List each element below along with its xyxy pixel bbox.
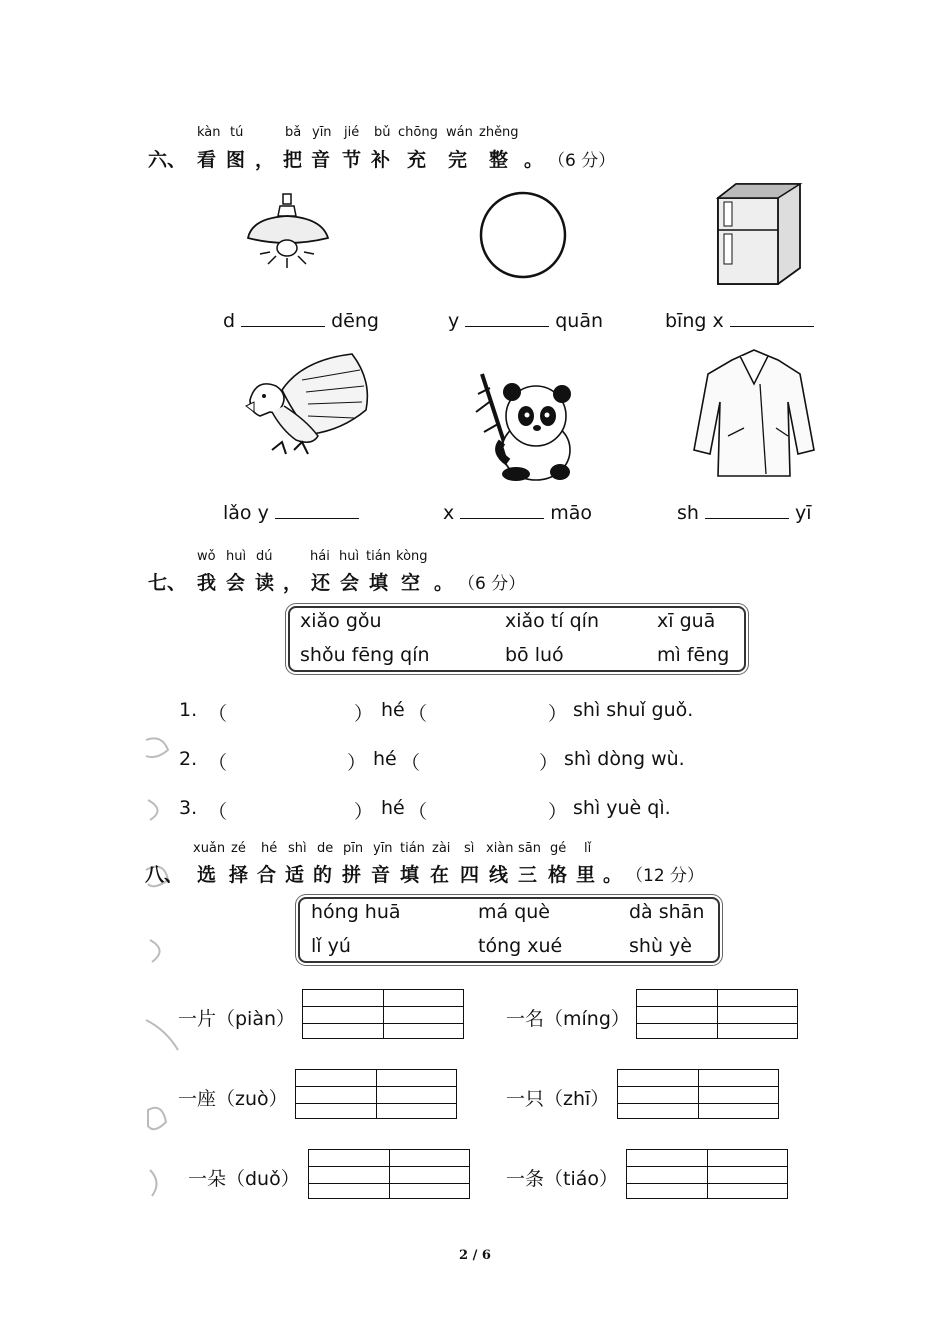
title-char: 里 bbox=[576, 864, 596, 886]
pinyin: lǐ bbox=[584, 841, 592, 856]
word-bank-item: lǐ yú bbox=[311, 935, 351, 957]
answer-blank[interactable] bbox=[432, 797, 544, 819]
pinyin: wǒ bbox=[197, 549, 216, 564]
four-line-grid[interactable] bbox=[636, 989, 798, 1039]
connector: hé bbox=[381, 797, 405, 819]
section-number: 七、 bbox=[148, 572, 187, 594]
close-paren: ） bbox=[347, 752, 367, 774]
pinyin: zài bbox=[432, 841, 451, 856]
question-end: shì yuè qì. bbox=[573, 797, 671, 819]
open-paren: （ bbox=[208, 703, 228, 725]
pinyin-suffix: māo bbox=[550, 502, 593, 524]
pinyin-prefix: bīng x bbox=[665, 310, 724, 332]
pinyin: gé bbox=[550, 841, 567, 856]
close-paren: ） bbox=[548, 703, 568, 725]
answer-blank[interactable] bbox=[730, 308, 814, 327]
pinyin: tián bbox=[366, 549, 391, 564]
word-bank-item: xī guā bbox=[657, 610, 716, 632]
pinyin: xuǎn bbox=[193, 841, 226, 856]
title-char: 图 bbox=[226, 149, 246, 171]
score: （6 分） bbox=[458, 574, 526, 594]
word-bank-item: má què bbox=[478, 901, 550, 923]
pinyin: yīn bbox=[312, 125, 332, 140]
eagle-icon bbox=[242, 350, 377, 470]
question-end: shì dòng wù. bbox=[564, 748, 685, 770]
pinyin: bǔ bbox=[374, 125, 391, 140]
pinyin: bǎ bbox=[285, 125, 302, 140]
word-bank-item: mì fēng bbox=[657, 644, 730, 666]
four-line-grid[interactable] bbox=[626, 1149, 788, 1199]
refrigerator-icon bbox=[712, 182, 804, 286]
score: （12 分） bbox=[626, 866, 705, 886]
answer-blank[interactable] bbox=[232, 699, 352, 721]
word-bank-item: shǒu fēng qín bbox=[300, 644, 430, 666]
title-char: 读 bbox=[255, 572, 275, 594]
question-end: shì shuǐ guǒ. bbox=[573, 699, 694, 721]
four-line-grid[interactable] bbox=[617, 1069, 779, 1119]
title-char: 完 bbox=[448, 149, 468, 171]
item-eagle bbox=[223, 500, 365, 524]
margin-watermark bbox=[142, 730, 182, 1200]
title-char: 会 bbox=[226, 572, 246, 594]
page-number: 2 / 6 bbox=[459, 1248, 491, 1263]
pinyin: sì bbox=[464, 841, 475, 856]
answer-blank[interactable] bbox=[241, 308, 325, 327]
pinyin: dú bbox=[256, 549, 273, 564]
pinyin: kòng bbox=[396, 549, 428, 564]
answer-blank[interactable] bbox=[460, 500, 544, 519]
title-char: 四 bbox=[460, 864, 480, 886]
item-panda bbox=[443, 500, 592, 524]
item-lamp bbox=[223, 308, 379, 332]
question-number: 2. bbox=[179, 748, 198, 770]
title-char: 的 bbox=[313, 864, 333, 886]
title-char: 我 bbox=[197, 572, 217, 594]
section-number: 六、 bbox=[148, 149, 187, 171]
answer-blank[interactable] bbox=[424, 748, 536, 770]
measure-word-label: 一名（míng） bbox=[506, 1008, 630, 1030]
word-bank-item: xiǎo tí qín bbox=[505, 610, 599, 632]
measure-word-label: 一片（piàn） bbox=[178, 1008, 296, 1030]
pinyin: de bbox=[317, 841, 334, 856]
title-char: 拼 bbox=[342, 864, 362, 886]
title-char: 音 bbox=[371, 864, 391, 886]
item-circle bbox=[448, 308, 603, 332]
title-char: 格 bbox=[548, 864, 568, 886]
item-jacket bbox=[677, 500, 811, 524]
question-number: 1. bbox=[179, 699, 198, 721]
title-char: 填 bbox=[369, 572, 389, 594]
four-line-grid[interactable] bbox=[308, 1149, 470, 1199]
question-number: 3. bbox=[179, 797, 198, 819]
pinyin: hé bbox=[261, 841, 278, 856]
word-bank-item: hóng huā bbox=[311, 901, 401, 923]
pinyin: hái bbox=[310, 549, 330, 564]
pinyin: zé bbox=[231, 841, 246, 856]
answer-blank[interactable] bbox=[275, 500, 359, 519]
four-line-grid[interactable] bbox=[295, 1069, 457, 1119]
title-char: 择 bbox=[229, 864, 249, 886]
close-paren: ） bbox=[539, 752, 559, 774]
measure-word-label: 一只（zhī） bbox=[506, 1088, 610, 1110]
connector: hé bbox=[373, 748, 397, 770]
pinyin-suffix: dēng bbox=[331, 310, 379, 332]
measure-word-label: 一座（zuò） bbox=[178, 1088, 288, 1110]
title-char: 选 bbox=[197, 864, 217, 886]
answer-blank[interactable] bbox=[465, 308, 549, 327]
title-char: 充 bbox=[407, 149, 427, 171]
answer-blank[interactable] bbox=[232, 797, 352, 819]
pinyin-prefix: lǎo y bbox=[223, 502, 269, 524]
word-bank-item: shù yè bbox=[629, 935, 692, 957]
title-char: ， bbox=[255, 149, 275, 171]
pinyin: pīn bbox=[343, 841, 364, 856]
pinyin: xiàn bbox=[486, 841, 514, 856]
word-bank-item: dà shān bbox=[629, 901, 705, 923]
answer-blank[interactable] bbox=[232, 748, 344, 770]
pinyin-prefix: x bbox=[443, 502, 455, 524]
title-char: 。 bbox=[524, 149, 544, 171]
pinyin-suffix: yī bbox=[794, 502, 812, 524]
close-paren: ） bbox=[354, 703, 374, 725]
title-char: 节 bbox=[342, 149, 362, 171]
title-char: 还 bbox=[311, 572, 331, 594]
score: （6 分） bbox=[548, 151, 616, 171]
title-char: 线 bbox=[489, 864, 509, 886]
pinyin: sān bbox=[518, 841, 541, 856]
pinyin-prefix: y bbox=[448, 310, 460, 332]
open-paren: （ bbox=[408, 703, 428, 725]
open-paren: （ bbox=[208, 752, 228, 774]
answer-blank[interactable] bbox=[432, 699, 544, 721]
four-line-grid[interactable] bbox=[302, 989, 464, 1039]
pinyin: shì bbox=[288, 841, 307, 856]
title-char: 音 bbox=[311, 149, 331, 171]
close-paren: ） bbox=[548, 801, 568, 823]
pinyin-suffix: quān bbox=[555, 310, 604, 332]
pinyin: wán bbox=[446, 125, 473, 140]
open-paren: （ bbox=[401, 752, 421, 774]
pinyin-prefix: d bbox=[223, 310, 236, 332]
word-bank-item: xiǎo gǒu bbox=[300, 610, 382, 632]
panda-icon bbox=[474, 372, 592, 482]
pinyin: tián bbox=[400, 841, 425, 856]
pinyin: chōng bbox=[398, 125, 438, 140]
title-char: 把 bbox=[283, 149, 303, 171]
title-char: 补 bbox=[371, 149, 391, 171]
item-refrigerator bbox=[665, 308, 820, 332]
pinyin: tú bbox=[230, 125, 244, 140]
close-paren: ） bbox=[354, 801, 374, 823]
pinyin: huì bbox=[339, 549, 360, 564]
word-bank-item: bō luó bbox=[505, 644, 564, 666]
title-char: 填 bbox=[400, 864, 420, 886]
answer-blank[interactable] bbox=[705, 500, 789, 519]
title-char: 合 bbox=[257, 864, 277, 886]
pinyin: huì bbox=[226, 549, 247, 564]
measure-word-label: 一朵（duǒ） bbox=[188, 1168, 300, 1190]
title-char: 看 bbox=[197, 149, 217, 171]
lamp-icon bbox=[240, 192, 335, 277]
open-paren: （ bbox=[208, 801, 228, 823]
title-char: 在 bbox=[430, 864, 450, 886]
pinyin: jié bbox=[344, 125, 360, 140]
word-bank-item: tóng xué bbox=[478, 935, 563, 957]
pinyin: kàn bbox=[197, 125, 221, 140]
title-char: 。 bbox=[434, 572, 454, 594]
title-char: 。 bbox=[603, 864, 623, 886]
title-char: 适 bbox=[285, 864, 305, 886]
measure-word-label: 一条（tiáo） bbox=[506, 1168, 618, 1190]
title-char: 三 bbox=[518, 864, 538, 886]
pinyin: yīn bbox=[373, 841, 393, 856]
title-char: 会 bbox=[340, 572, 360, 594]
title-char: ， bbox=[283, 572, 303, 594]
section-number: 八、 bbox=[145, 864, 184, 886]
circle-icon bbox=[478, 190, 568, 280]
jacket-icon bbox=[692, 346, 818, 484]
pinyin: zhěng bbox=[479, 125, 519, 140]
open-paren: （ bbox=[408, 801, 428, 823]
title-char: 整 bbox=[489, 149, 509, 171]
pinyin-prefix: sh bbox=[677, 502, 699, 524]
title-char: 空 bbox=[401, 572, 421, 594]
connector: hé bbox=[381, 699, 405, 721]
